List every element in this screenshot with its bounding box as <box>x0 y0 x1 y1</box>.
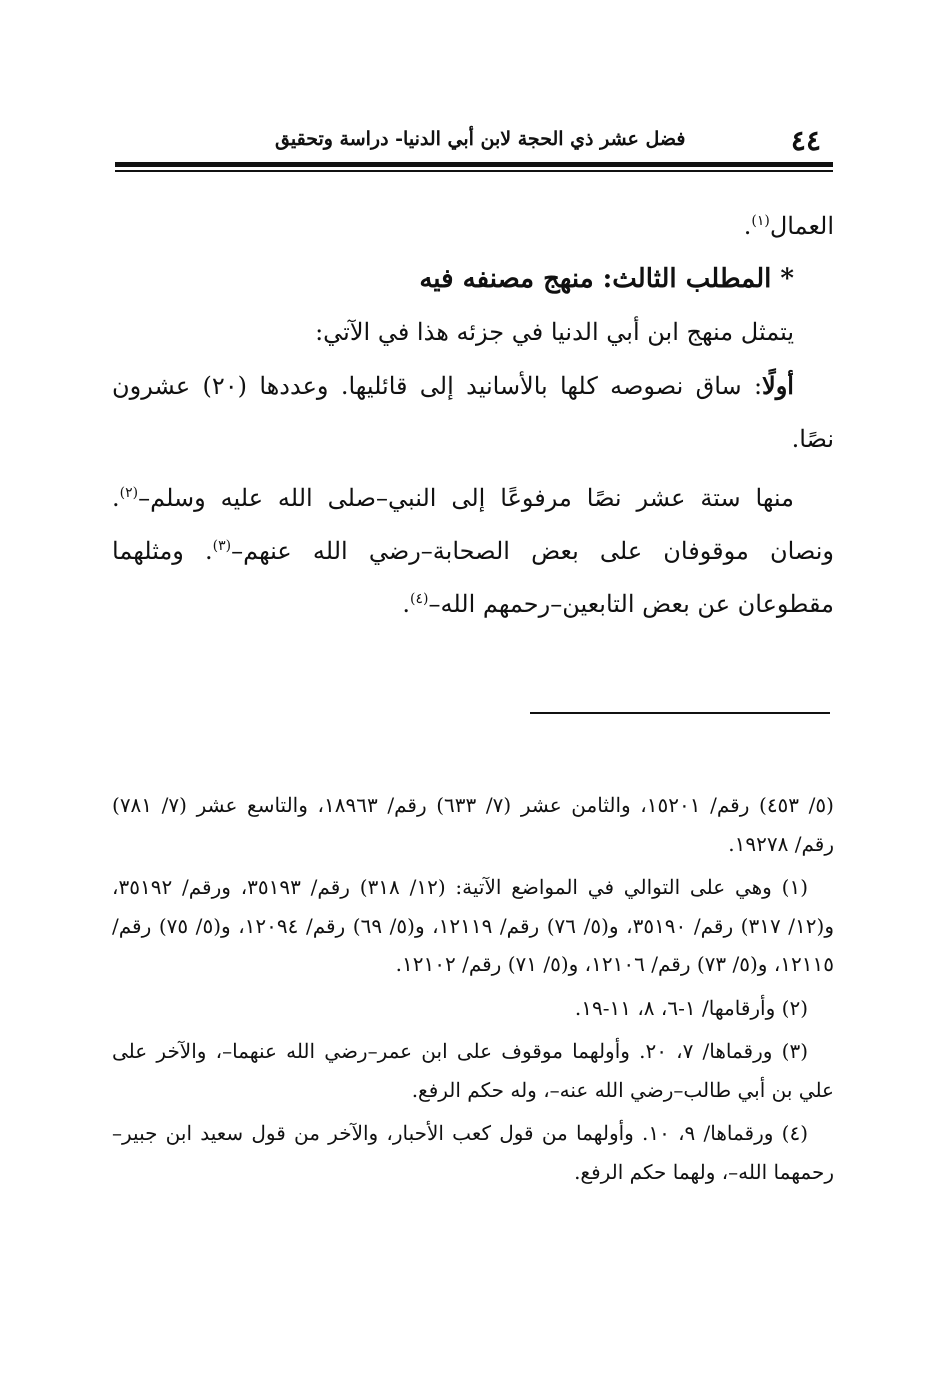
footnote-ref-2: (٢) <box>119 485 139 501</box>
footnote-ref-3: (٣) <box>212 538 232 554</box>
lead-word: أولًا <box>762 371 794 400</box>
running-title: فضل عشر ذي الحجة لابن أبي الدنيا- دراسة وتحقيق <box>275 128 686 150</box>
paragraph-3: أولًا: ساق نصوصه كلها بالأسانيد إلى قائليها. وعددها (٢٠) عشرون نصًا. <box>112 371 834 453</box>
page-number: ٤٤ <box>790 124 821 157</box>
footnote-2: (٢) وأرقامها/ ١-٦، ٨، ١١-١٩. <box>574 995 808 1020</box>
main-text <box>112 200 834 631</box>
footnote-3: (٣) ورقماها/ ٧، ٢٠. وأولهما موقوف على ابن عمر–رضي الله عنهما–، والآخر على علي بن أبي طالب–رضي الله عنه–، وله حكم الرفع. <box>112 1039 834 1102</box>
paragraph-2: يتمثل منهج ابن أبي الدنيا في جزئه هذا في الآتي: <box>315 318 794 346</box>
footnote-ref-4: (٤) <box>409 591 429 607</box>
paragraph-4: منها ستة عشر نصًا مرفوعًا إلى النبي–صلى الله عليه وسلم–$^{(٢)}$. ونصان موقوفان على بعض الصحابة–رضي الله عنهم–$^{(٣)}$. ومثلهما مقطوعان عن بعض التابعين–رحمهم الله–$^{(٤)}$. <box>112 484 835 618</box>
footnote-ref-1: (١) <box>751 213 770 229</box>
footnote-continuation: (٥/ ٤٥٣) رقم/ ١٥٢٠١، والثامن عشر (٧/ ٦٣٣) رقم/ ١٨٩٦٣، والتاسع عشر (٧/ ٧٨١) رقم/ ١٩٢٧٨. <box>112 793 834 856</box>
section-heading: * المطلب الثالث: منهج مصنفه فيه <box>419 264 794 294</box>
footnote-separator <box>530 712 830 714</box>
header-rule-thick <box>115 162 833 167</box>
page-header <box>115 118 833 162</box>
footnote-1: (١) وهي على التوالي في المواضع الآتية: (١٢/ ٣١٨) رقم/ ٣٥١٩٣، ورقم/ ٣٥١٩٢، و(١٢/ ٣١٧) رقم/ ٣٥١٩٠، و(٥/ ٧٦) رقم/ ١٢١١٩، و(٥/ ٦٩) رقم/ ١٢٠٩٤، و(٥/ ٧٥) رقم/ ١٢١١٥، و(٥/ ٧٣) رقم/ ١٢١٠٦، و(٥/ ٧١) رقم/ ١٢١٠٢. <box>112 875 834 976</box>
footnotes <box>112 786 834 1196</box>
footnote-4: (٤) ورقماها/ ٩، ١٠. وأولهما من قول كعب الأحبار، والآخر من قول سعيد ابن جبير–رحمهما الله–، ولهما حكم الرفع. <box>112 1121 834 1184</box>
paragraph-1: العمال$^{(١)}$. <box>743 212 834 240</box>
header-rule-thin <box>115 170 833 172</box>
